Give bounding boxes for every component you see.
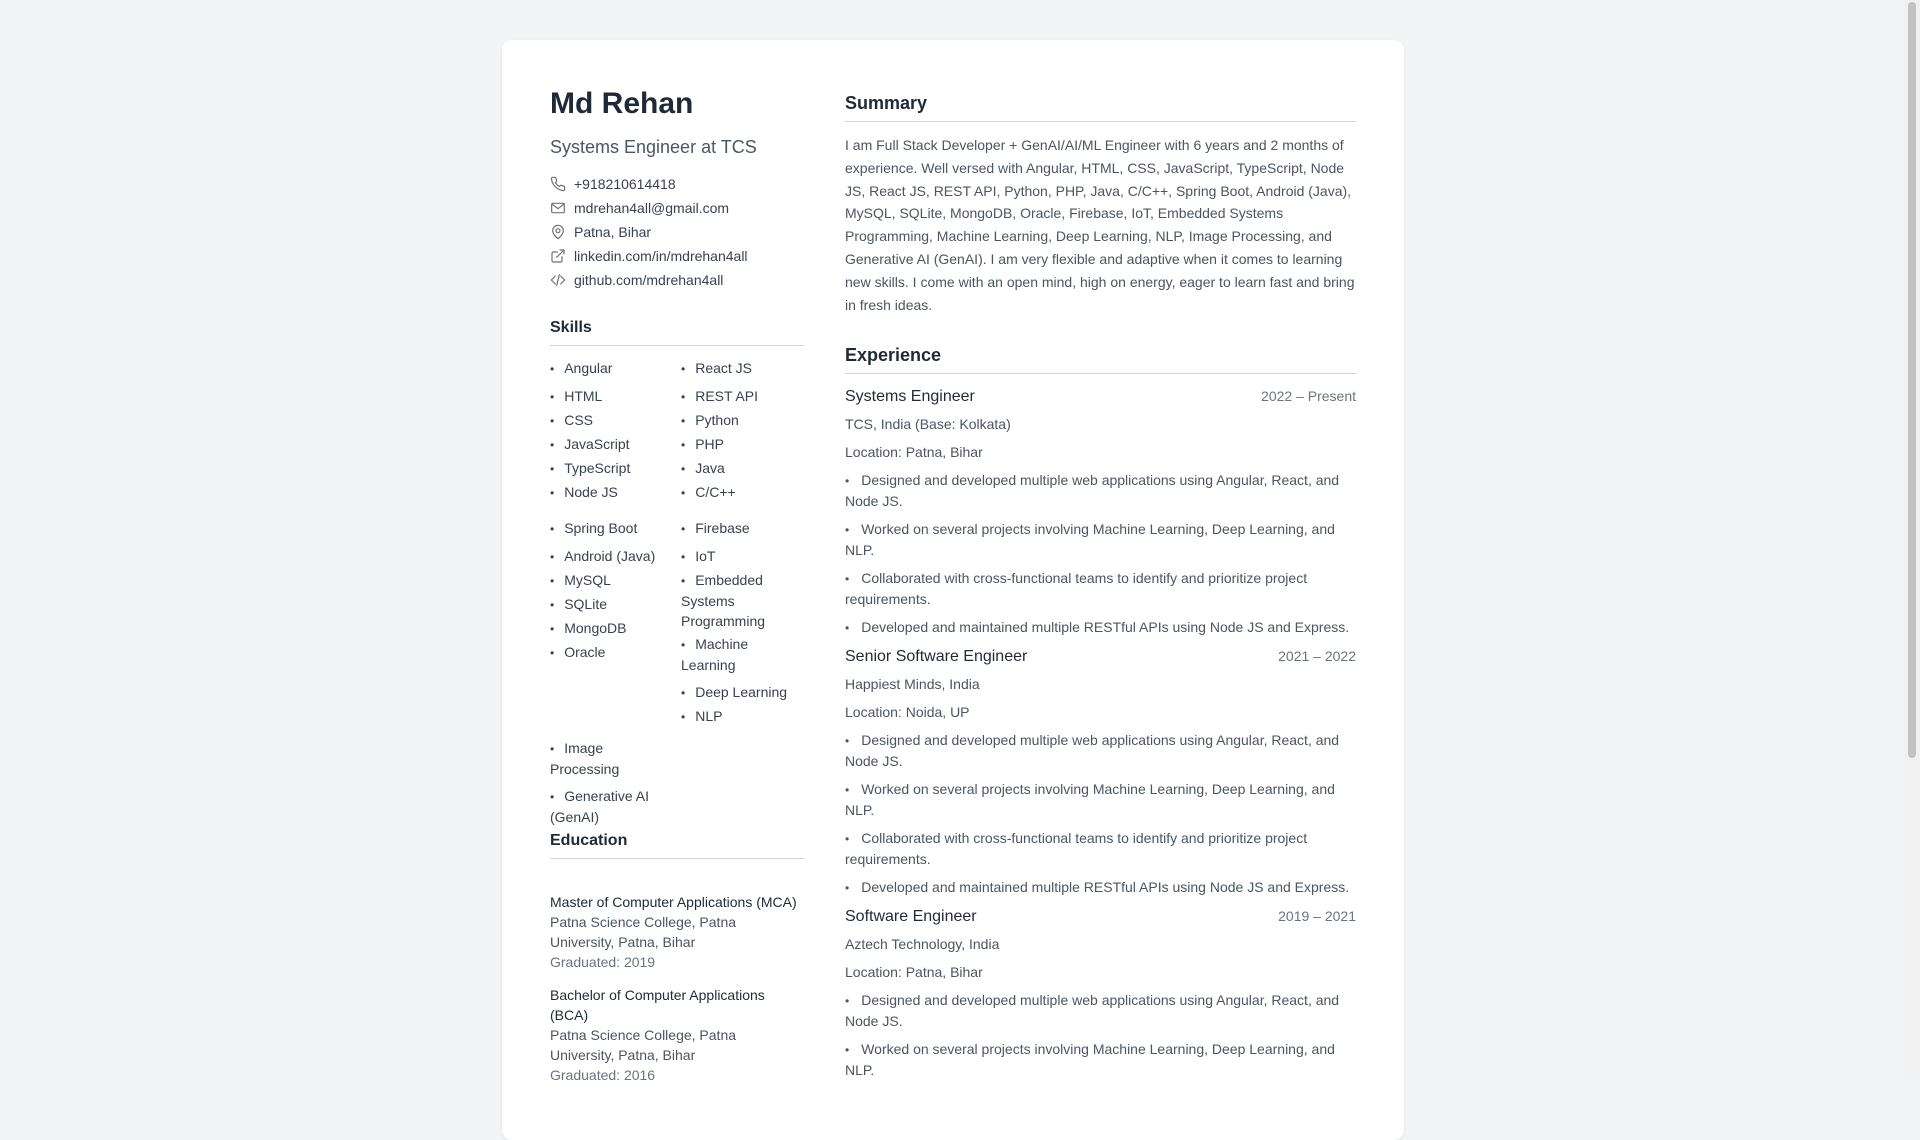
- skill-item: • Spring Boot: [550, 518, 674, 539]
- education-degree: Bachelor of Computer Applications (BCA): [550, 987, 765, 1023]
- skill-item: • NLP: [681, 706, 805, 727]
- skill-item: • IoT: [681, 546, 805, 567]
- page-scrollbar[interactable]: [1904, 0, 1920, 1080]
- skill-item: • SQLite: [550, 594, 674, 615]
- list-item: • Developed and maintained multiple RESTful APIs using Node JS and Express.: [845, 877, 1356, 898]
- map-pin-icon: [550, 224, 566, 240]
- mail-icon: [550, 200, 566, 216]
- skill-item: • Oracle: [550, 642, 674, 663]
- list-item: • Collaborated with cross-functional teams to identify and prioritize project requirements.: [845, 568, 1356, 609]
- scrollbar-thumb[interactable]: [1908, 2, 1916, 758]
- skill-item: • CSS: [550, 410, 674, 431]
- skill-item: • React JS: [681, 358, 805, 379]
- job-bullets: [845, 990, 1356, 1080]
- skill-item: • Python: [681, 410, 805, 431]
- profile-title: Systems Engineer at TCS: [550, 137, 757, 157]
- list-item: • Designed and developed multiple web applications using Angular, React, and Node JS.: [845, 470, 1356, 511]
- left-column: [550, 86, 804, 846]
- github-link[interactable]: github.com/mdrehan4all: [574, 272, 724, 288]
- contact-list: [550, 172, 804, 292]
- job-entry: [845, 908, 1356, 1088]
- education-item: [550, 985, 804, 1085]
- skill-item: • Deep Learning: [681, 682, 805, 703]
- skill-item: • Image Processing: [550, 738, 660, 779]
- linkedin-link[interactable]: linkedin.com/in/mdrehan4all: [574, 248, 748, 264]
- job-title: Systems Engineer: [845, 388, 975, 405]
- education-graduated: Graduated: 2016: [550, 1067, 656, 1083]
- skill-item: • Generative AI (GenAI): [550, 786, 660, 827]
- skill-item: • Java: [681, 458, 805, 479]
- skill-item: • MySQL: [550, 570, 674, 591]
- job-dates: 2022 – Present: [1261, 388, 1356, 404]
- list-item: • Designed and developed multiple web applications using Angular, React, and Node JS.: [845, 730, 1356, 771]
- job-bullets: [845, 730, 1356, 898]
- right-column: [845, 92, 1356, 316]
- list-item: • Worked on several projects involving Machine Learning, Deep Learning, and NLP.: [845, 1039, 1356, 1080]
- skills-list: [550, 346, 804, 846]
- list-item: • Designed and developed multiple web applications using Angular, React, and Node JS.: [845, 990, 1356, 1031]
- skill-item: • C/C++: [681, 482, 805, 503]
- code-icon: [550, 272, 566, 288]
- education-item: [550, 892, 804, 972]
- skills-heading: Skills: [550, 318, 804, 346]
- education-school: Patna Science College, Patna University, Patna, Bihar: [550, 914, 737, 950]
- job-title: Software Engineer: [845, 908, 977, 925]
- list-item: • Collaborated with cross-functional teams to identify and prioritize project requirements.: [845, 828, 1356, 869]
- contact-github[interactable]: [550, 268, 804, 292]
- job-title: Senior Software Engineer: [845, 648, 1028, 665]
- education-graduated: Graduated: 2019: [550, 954, 656, 970]
- list-item: • Worked on several projects involving Machine Learning, Deep Learning, and NLP.: [845, 519, 1356, 560]
- contact-location: [550, 220, 804, 244]
- contact-phone[interactable]: [550, 172, 804, 196]
- summary-text: I am Full Stack Developer + GenAI/AI/ML Engineer with 6 years and 2 months of experience. Well versed with Angular, HTML, CSS, JavaScript, TypeScript, Node JS, React JS, REST API, Python, PHP, Java, C/C++, Spring Boot, Android (Java), MySQL, SQLite, MongoDB, Oracle, Firebase, IoT, Embedded Systems Programming, Machine Learning, Deep Learning, NLP, Image Processing, and Generative AI (GenAI). I am very flexible and adaptive when it comes to learning new skills. I come with an open mind, high on energy, eager to learn fast and bring in fresh ideas.: [845, 137, 1355, 313]
- job-dates: 2021 – 2022: [1278, 648, 1356, 664]
- skill-item: • Android (Java): [550, 546, 674, 567]
- skill-item: • REST API: [681, 386, 805, 407]
- job-location: Location: Patna, Bihar: [845, 444, 983, 460]
- contact-email[interactable]: [550, 196, 804, 220]
- job-company: TCS, India (Base: Kolkata): [845, 416, 1011, 432]
- job-location: Location: Noida, UP: [845, 704, 970, 720]
- skill-item: • Node JS: [550, 482, 674, 503]
- skill-item: • Machine Learning: [681, 634, 781, 675]
- list-item: • Developed and maintained multiple RESTful APIs using Node JS and Express.: [845, 617, 1356, 638]
- job-company: Aztech Technology, India: [845, 936, 1000, 952]
- skill-item: • HTML: [550, 386, 674, 407]
- job-location: Location: Patna, Bihar: [845, 964, 983, 980]
- job-dates: 2019 – 2021: [1278, 908, 1356, 924]
- education-heading: Education: [550, 831, 804, 859]
- external-link-icon: [550, 248, 566, 264]
- phone-text: +918210614418: [574, 176, 676, 192]
- skill-item: • TypeScript: [550, 458, 674, 479]
- profile-name: Md Rehan: [550, 87, 694, 120]
- resume-page: [502, 40, 1404, 1140]
- skill-item: • JavaScript: [550, 434, 674, 455]
- skill-item: • PHP: [681, 434, 805, 455]
- phone-icon: [550, 176, 566, 192]
- job-entry: [845, 648, 1356, 906]
- skill-item: • Embedded Systems Programming: [681, 570, 781, 631]
- skill-item: • MongoDB: [550, 618, 674, 639]
- contact-linkedin[interactable]: [550, 244, 804, 268]
- job-bullets: [845, 470, 1356, 638]
- summary-heading: Summary: [845, 92, 1356, 122]
- list-item: • Worked on several projects involving Machine Learning, Deep Learning, and NLP.: [845, 779, 1356, 820]
- job-entry: [845, 388, 1356, 646]
- location-text: Patna, Bihar: [574, 224, 652, 240]
- education-school: Patna Science College, Patna University, Patna, Bihar: [550, 1027, 737, 1063]
- job-company: Happiest Minds, India: [845, 676, 980, 692]
- experience-heading: Experience: [845, 344, 1356, 374]
- skill-item: • Firebase: [681, 518, 805, 539]
- skill-item: • Angular: [550, 358, 674, 379]
- email-text: mdrehan4all@gmail.com: [574, 200, 730, 216]
- education-degree: Master of Computer Applications (MCA): [550, 894, 797, 910]
